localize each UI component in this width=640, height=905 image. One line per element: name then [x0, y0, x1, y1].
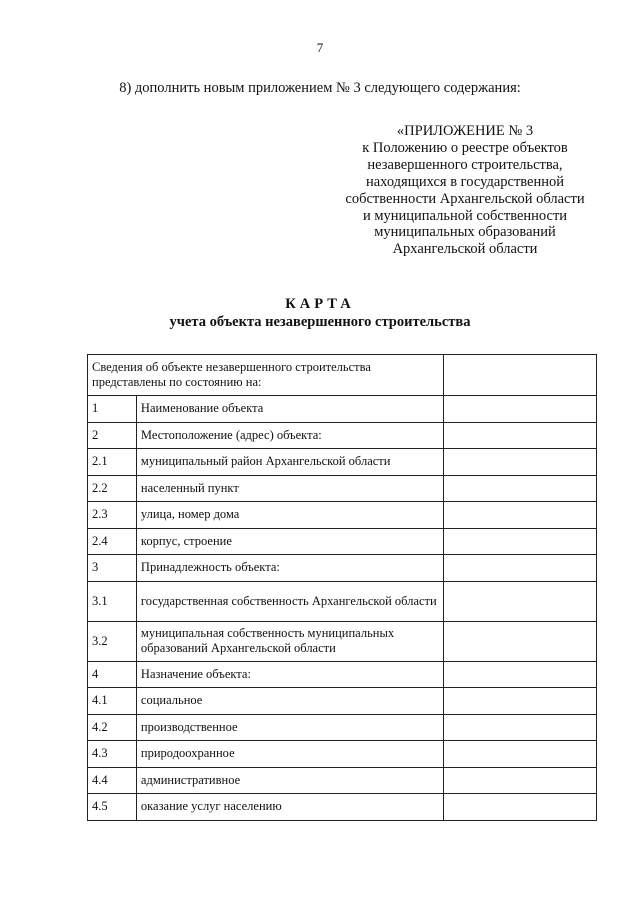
row-value-cell — [444, 449, 597, 476]
row-number-cell: 2.3 — [88, 502, 137, 529]
row-number-cell: 4 — [88, 661, 137, 688]
row-number-cell: 3 — [88, 555, 137, 582]
table-row — [88, 688, 597, 715]
row-value-cell — [444, 502, 597, 529]
row-value-cell — [444, 528, 597, 555]
row-number-cell: 1 — [88, 396, 137, 423]
appendix-line: «ПРИЛОЖЕНИЕ № 3 — [396, 123, 534, 139]
row-number-cell: 2.2 — [88, 475, 137, 502]
row-number-cell: 4.1 — [88, 688, 137, 715]
appendix-line: и муниципальной собственности — [362, 207, 568, 224]
row-value-cell — [444, 396, 597, 423]
row-value-cell — [444, 794, 597, 821]
row-number-cell: 2.1 — [88, 449, 137, 476]
table-row — [88, 794, 597, 821]
row-value-cell — [444, 621, 597, 661]
appendix-line: муниципальных образований — [374, 224, 556, 241]
row-number-cell: 4.3 — [88, 741, 137, 768]
row-value-cell — [444, 422, 597, 449]
table-row — [88, 714, 597, 741]
intro-text: 8) дополнить новым приложением № 3 следующего содержания: — [119, 80, 521, 96]
card-title: КАРТА — [285, 296, 355, 312]
row-description-cell: оказание услуг населению — [136, 794, 443, 821]
row-value-cell — [444, 475, 597, 502]
appendix-line: находящихся в государственной — [365, 173, 565, 190]
row-value-cell — [444, 661, 597, 688]
row-description-cell: социальное — [136, 688, 443, 715]
table-header-value-cell — [444, 355, 597, 396]
row-number-cell: 2.4 — [88, 528, 137, 555]
appendix-line: незавершенного строительства, — [367, 156, 563, 173]
table-header-row — [88, 355, 597, 396]
row-description-cell: муниципальный район Архангельской области — [136, 449, 443, 476]
row-number-cell: 4.4 — [88, 767, 137, 794]
row-number-cell: 4.5 — [88, 794, 137, 821]
row-value-cell — [444, 741, 597, 768]
appendix-line: собственности Архангельской области — [345, 190, 585, 207]
table-row — [88, 661, 597, 688]
row-number-cell: 3.1 — [88, 581, 137, 621]
appendix-line: Архангельской области — [392, 241, 538, 258]
row-number-cell: 3.2 — [88, 621, 137, 661]
row-description-cell: муниципальная собственность муниципальных образований Архангельской области — [136, 621, 443, 661]
row-description-cell: природоохранное — [136, 741, 443, 768]
appendix-line: к Положению о реестре объектов — [362, 139, 568, 156]
row-description-cell: Наименование объекта — [136, 396, 443, 423]
row-value-cell — [444, 555, 597, 582]
table-row — [88, 475, 597, 502]
table-row — [88, 449, 597, 476]
table-row — [88, 581, 597, 621]
table-header-cell: Сведения об объекте незавершенного строительства представлены по состоянию на: — [88, 355, 444, 396]
row-number-cell: 4.2 — [88, 714, 137, 741]
row-description-cell: административное — [136, 767, 443, 794]
table-row — [88, 767, 597, 794]
row-value-cell — [444, 581, 597, 621]
appendix-header — [325, 123, 605, 258]
row-description-cell: Местоположение (адрес) объекта: — [136, 422, 443, 449]
table-row — [88, 555, 597, 582]
row-value-cell — [444, 688, 597, 715]
table-row — [88, 422, 597, 449]
row-description-cell: Принадлежность объекта: — [136, 555, 443, 582]
row-number-cell: 2 — [88, 422, 137, 449]
row-value-cell — [444, 714, 597, 741]
row-description-cell: Назначение объекта: — [136, 661, 443, 688]
row-value-cell — [444, 767, 597, 794]
row-description-cell: государственная собственность Архангельской области — [136, 581, 443, 621]
row-description-cell: населенный пункт — [136, 475, 443, 502]
table-row — [88, 621, 597, 661]
page-number: 7 — [316, 40, 324, 55]
row-description-cell: производственное — [136, 714, 443, 741]
card-subtitle: учета объекта незавершенного строительства — [169, 314, 471, 330]
table-row — [88, 741, 597, 768]
table-row — [88, 502, 597, 529]
row-description-cell: улица, номер дома — [136, 502, 443, 529]
table-row — [88, 528, 597, 555]
card-table — [87, 354, 597, 821]
table-row — [88, 396, 597, 423]
row-description-cell: корпус, строение — [136, 528, 443, 555]
